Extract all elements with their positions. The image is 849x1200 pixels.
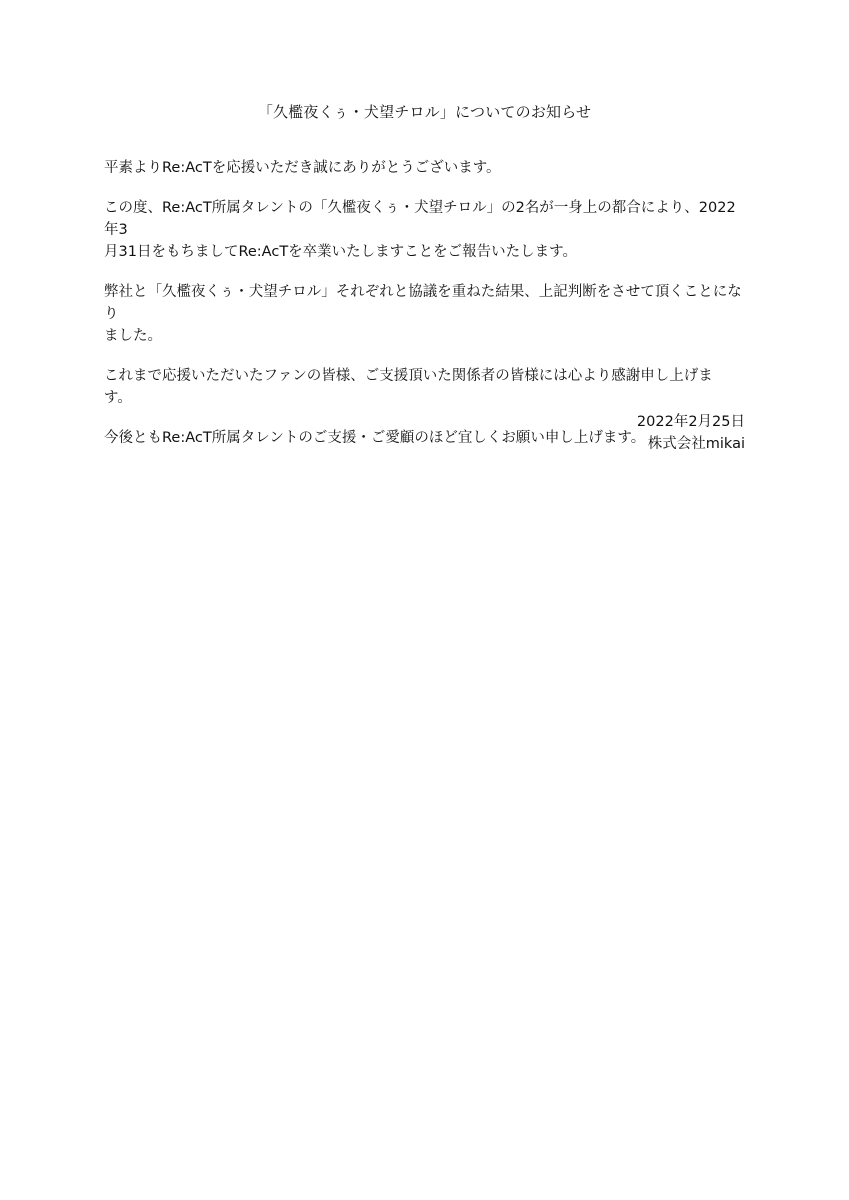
signature-block [637, 411, 745, 455]
paragraph-closing: 今後ともRe:AcT所属タレントのご支援・ご愛顧のほど宜しくお願い申し上げます。 [104, 430, 646, 446]
document-title: 「久檻夜くぅ・犬望チロル」についてのお知らせ [257, 103, 592, 121]
signature-date: 2022年2月25日 [636, 414, 745, 430]
paragraph-decision: 弊社と「久檻夜くぅ・犬望チロル」それぞれと協議を重ねた結果、上記判断をさせて頂くことになり ました。 [104, 284, 742, 344]
signature-company: 株式会社mikai [647, 436, 745, 452]
paragraph-thanks: これまで応援いただいたファンの皆様、ご支援頂いた関係者の皆様には心より感謝申し上げま す。 [104, 368, 713, 406]
paragraph-announcement: この度、Re:AcT所属タレントの「久檻夜くぅ・犬望チロル」の2名が一身上の都合により、2022年3 月31日をもちましてRe:AcTを卒業いたしますことをご報告いたします。 [104, 200, 736, 260]
paragraph-greeting: 平素よりRe:AcTを応援いただき誠にありがとうございます。 [104, 160, 501, 176]
